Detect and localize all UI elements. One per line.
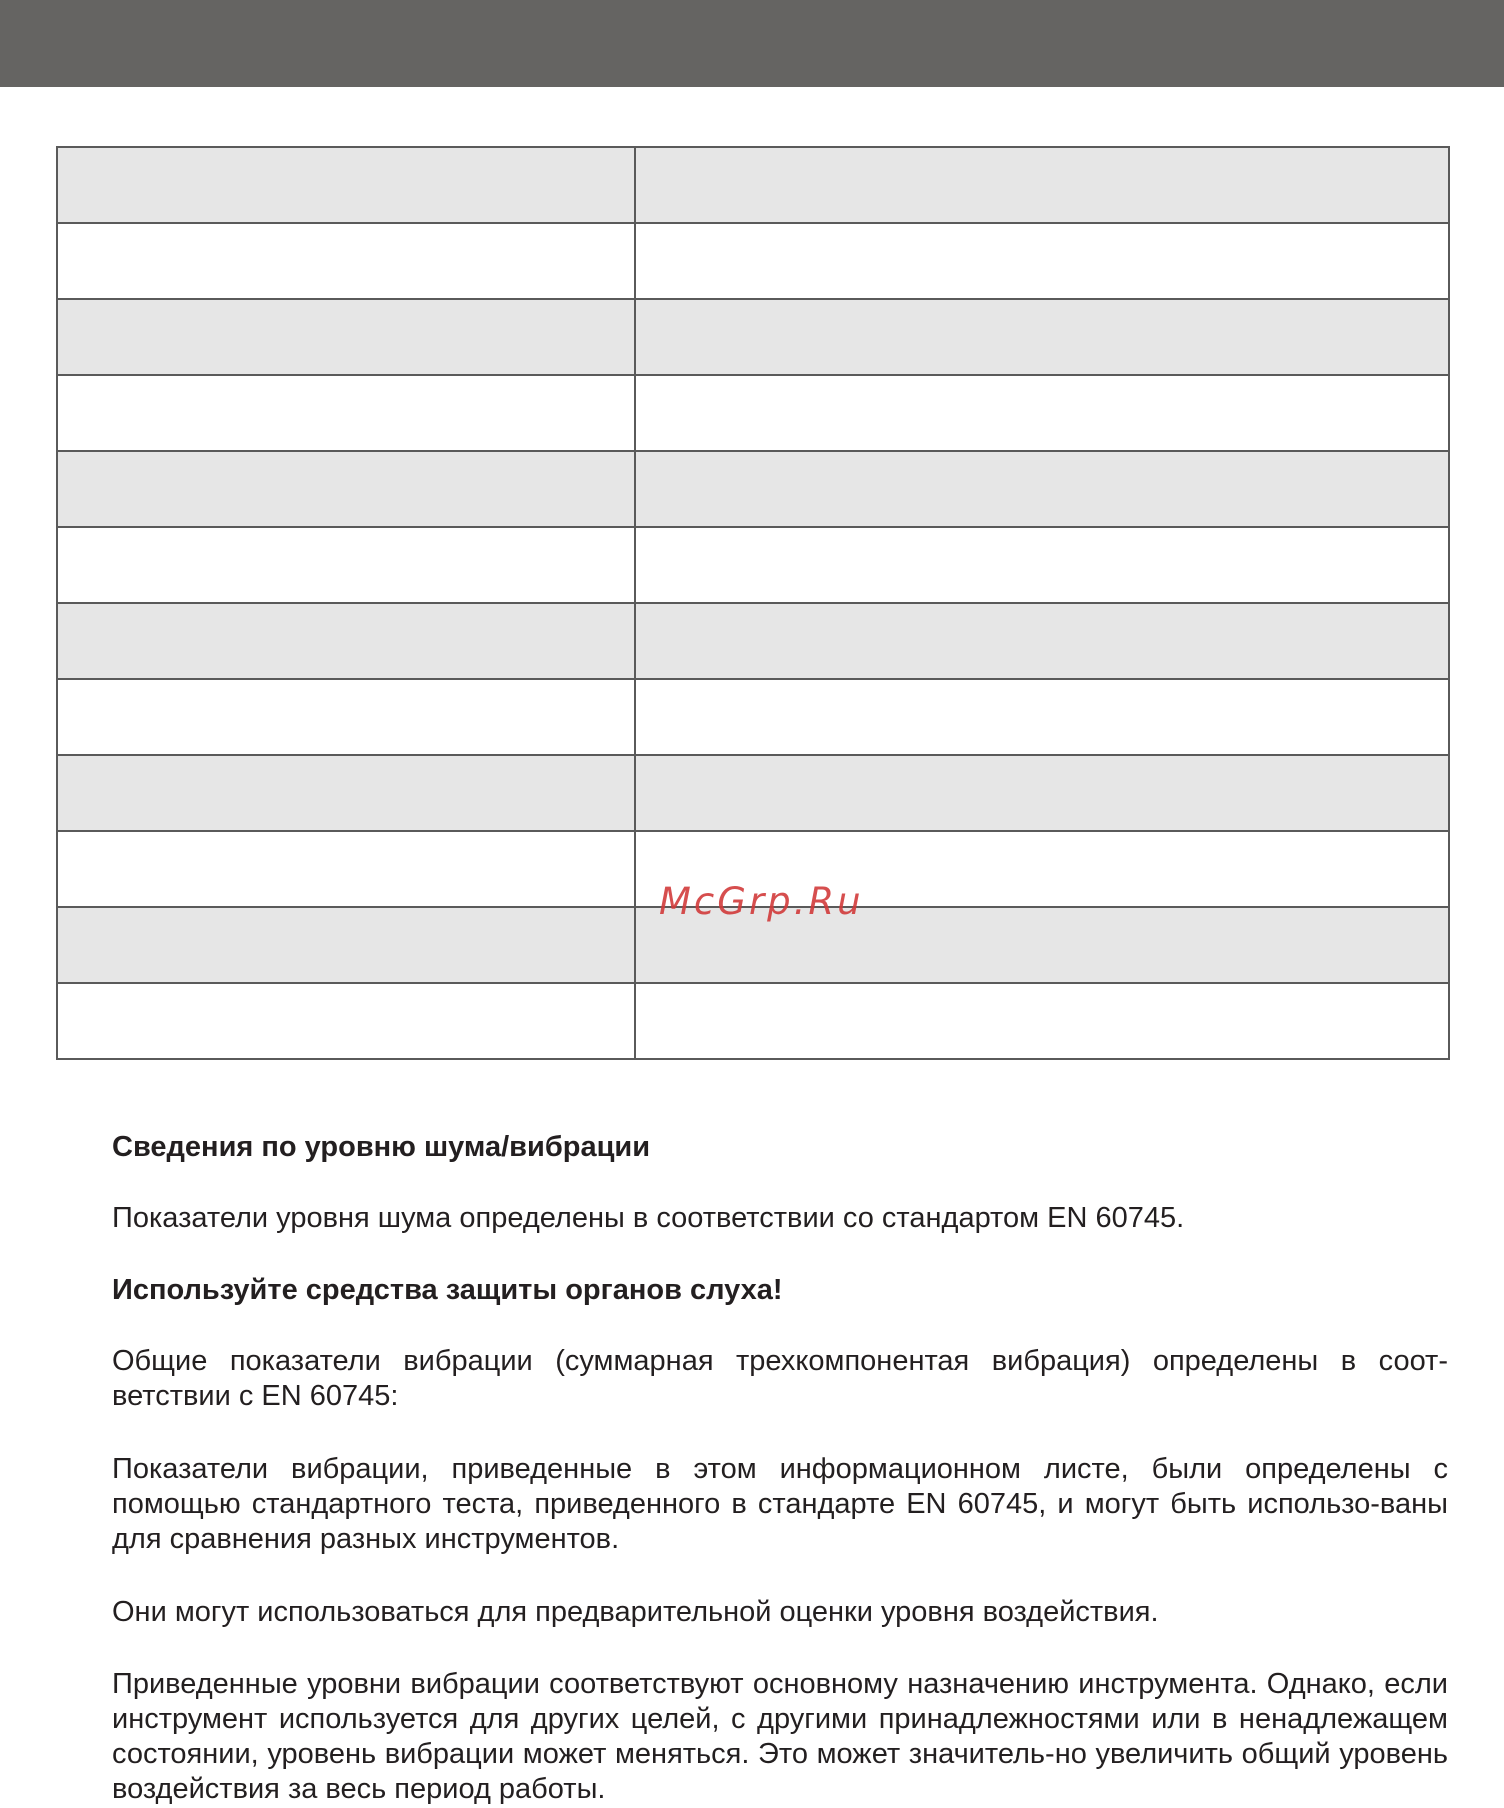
table-row [57, 527, 1449, 603]
table-cell-value [635, 679, 1449, 755]
table-cell-label [57, 375, 635, 451]
usage-paragraph: Приведенные уровни вибрации соответствуют основному назначению инструмента. Однако, если инструмент используется для других целей, с другими принадлежностями или в ненадлежащем состоянии, уровень вибрации может меняться. Это может значитель-но увеличить общий уровень воздействия за весь период работы. [112, 1668, 1448, 1805]
table-cell-value [635, 983, 1449, 1059]
table-cell-value [635, 755, 1449, 831]
table-cell-value [635, 451, 1449, 527]
table-cell-label [57, 527, 635, 603]
test-paragraph: Показатели вибрации, приведенные в этом информационном листе, были определены с помощью стандартного теста, приведенного в стандарте EN 60745, и могут быть использо-ваны для сравнения разных инструментов. [112, 1453, 1448, 1555]
table-cell-value [635, 299, 1449, 375]
table-row [57, 223, 1449, 299]
table-row [57, 299, 1449, 375]
table-row [57, 603, 1449, 679]
table-cell-label [57, 907, 635, 983]
hearing-protection-warning: Используйте средства защиты органов слуха! [112, 1274, 783, 1306]
table-cell-label [57, 223, 635, 299]
section-heading: Сведения по уровню шума/вибрации [112, 1131, 651, 1163]
noise-paragraph: Показатели уровня шума определены в соответствии со стандартом EN 60745. [112, 1202, 1185, 1234]
table-cell-label [57, 755, 635, 831]
watermark: McGrp.Ru [659, 880, 864, 923]
vibration-paragraph: Общие показатели вибрации (суммарная трехкомпонентая вибрация) определены в соот-ветствии с EN 60745: [112, 1345, 1448, 1412]
table-cell-label [57, 147, 635, 223]
table-cell-label [57, 983, 635, 1059]
table-cell-label [57, 451, 635, 527]
table-row [57, 375, 1449, 451]
table-cell-label [57, 831, 635, 907]
table-cell-label [57, 679, 635, 755]
table-row [57, 147, 1449, 223]
table-row [57, 679, 1449, 755]
table-cell-value [635, 375, 1449, 451]
table-cell-value [635, 223, 1449, 299]
table-cell-value [635, 603, 1449, 679]
table-cell-label [57, 603, 635, 679]
table-cell-value [635, 527, 1449, 603]
table-row [57, 755, 1449, 831]
table-row [57, 451, 1449, 527]
table-row [57, 983, 1449, 1059]
assessment-paragraph: Они могут использоваться для предварительной оценки уровня воздействия. [112, 1596, 1159, 1628]
header-bar [0, 0, 1504, 87]
table-cell-value [635, 147, 1449, 223]
table-cell-label [57, 299, 635, 375]
